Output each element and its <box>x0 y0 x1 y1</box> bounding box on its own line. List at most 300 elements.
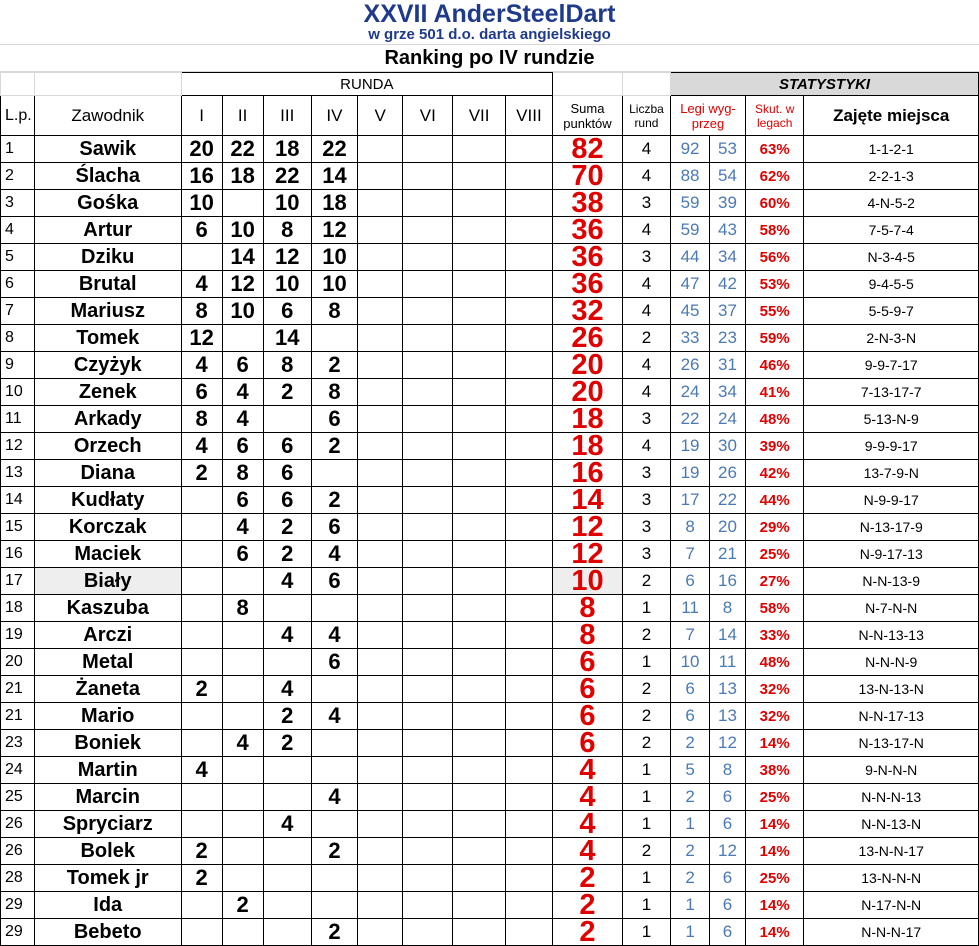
round-points <box>505 379 552 406</box>
round-points <box>505 190 552 217</box>
lp: 26 <box>1 811 35 838</box>
round-points <box>403 433 453 460</box>
table-row <box>1 190 979 217</box>
round-points <box>453 757 505 784</box>
round-points <box>403 163 453 190</box>
places: N-17-N-N <box>804 892 979 919</box>
header-empty-cell <box>553 73 623 96</box>
round-points: 2 <box>263 541 311 568</box>
lp: 24 <box>1 757 35 784</box>
round-points <box>403 487 453 514</box>
lp: 12 <box>1 433 35 460</box>
legs-lost: 13 <box>710 676 746 703</box>
legs-lost: 6 <box>710 784 746 811</box>
rounds-count: 3 <box>622 190 670 217</box>
sum-points: 6 <box>553 730 623 757</box>
sum-points: 32 <box>553 298 623 325</box>
round-points <box>505 406 552 433</box>
legs-lost: 43 <box>710 217 746 244</box>
lp: 26 <box>1 838 35 865</box>
legs-lost: 53 <box>710 136 746 163</box>
table-row <box>1 271 979 298</box>
round-points <box>453 541 505 568</box>
rounds-count: 1 <box>622 595 670 622</box>
round-points <box>222 811 263 838</box>
round-points <box>181 244 222 271</box>
round-points <box>263 784 311 811</box>
legs-lost: 39 <box>710 190 746 217</box>
player-name: Orzech <box>34 433 181 460</box>
rounds-count: 3 <box>622 541 670 568</box>
round-points: 10 <box>311 244 357 271</box>
round-points <box>311 595 357 622</box>
round-points <box>453 325 505 352</box>
round-points <box>403 406 453 433</box>
round-points <box>505 271 552 298</box>
round-points: 6 <box>263 433 311 460</box>
round-points <box>311 325 357 352</box>
round-points <box>222 622 263 649</box>
round-points: 4 <box>222 406 263 433</box>
round-points: 14 <box>311 163 357 190</box>
places: N-N-17-13 <box>804 703 979 730</box>
round-points <box>505 298 552 325</box>
legs-won: 2 <box>671 730 710 757</box>
legs-lost: 6 <box>710 865 746 892</box>
round-points <box>505 703 552 730</box>
round-points <box>453 892 505 919</box>
effectiveness: 32% <box>745 676 803 703</box>
legs-lost: 6 <box>710 892 746 919</box>
round-points <box>453 460 505 487</box>
table-row <box>1 622 979 649</box>
round-points <box>358 514 403 541</box>
sum-points: 4 <box>553 757 623 784</box>
round-points <box>263 892 311 919</box>
round-points <box>358 271 403 298</box>
sum-points: 12 <box>553 541 623 568</box>
round-points <box>222 568 263 595</box>
legs-lost: 14 <box>710 622 746 649</box>
round-points <box>358 811 403 838</box>
round-points: 6 <box>263 298 311 325</box>
player-name: Bolek <box>34 838 181 865</box>
legs-lost: 12 <box>710 730 746 757</box>
legs-lost: 8 <box>710 757 746 784</box>
legs-won: 11 <box>671 595 710 622</box>
round-points: 6 <box>263 487 311 514</box>
round-points: 16 <box>181 163 222 190</box>
round-points <box>358 406 403 433</box>
effectiveness: 14% <box>745 811 803 838</box>
round-points <box>505 244 552 271</box>
player-name: Metal <box>34 649 181 676</box>
player-name: Marcin <box>34 784 181 811</box>
round-points: 18 <box>311 190 357 217</box>
rounds-count: 1 <box>622 919 670 946</box>
round-points <box>222 325 263 352</box>
round-points <box>453 352 505 379</box>
round-points: 22 <box>263 163 311 190</box>
table-row <box>1 838 979 865</box>
sum-points: 4 <box>553 784 623 811</box>
lp: 23 <box>1 730 35 757</box>
round-points: 2 <box>311 838 357 865</box>
rounds-count: 2 <box>622 622 670 649</box>
round-points <box>403 271 453 298</box>
sum-points: 38 <box>553 190 623 217</box>
table-row <box>1 217 979 244</box>
sum-points: 26 <box>553 325 623 352</box>
places: 5-13-N-9 <box>804 406 979 433</box>
legs-won: 6 <box>671 676 710 703</box>
lp: 13 <box>1 460 35 487</box>
round-points <box>453 568 505 595</box>
round-points <box>505 433 552 460</box>
header-row-columns <box>1 96 979 136</box>
table-row <box>1 163 979 190</box>
legs-lost: 13 <box>710 703 746 730</box>
player-name: Diana <box>34 460 181 487</box>
legs-lost: 26 <box>710 460 746 487</box>
rounds-count: 3 <box>622 460 670 487</box>
round-points: 10 <box>222 298 263 325</box>
header-empty-cell <box>34 73 181 96</box>
places: 9-9-7-17 <box>804 352 979 379</box>
round-header: VI <box>403 96 453 136</box>
legs-won: 26 <box>671 352 710 379</box>
round-points <box>181 919 222 946</box>
places: N-9-9-17 <box>804 487 979 514</box>
round-points <box>311 460 357 487</box>
legs-lost: 42 <box>710 271 746 298</box>
rounds-count: 1 <box>622 784 670 811</box>
places: N-N-N-13 <box>804 784 979 811</box>
round-points: 6 <box>311 514 357 541</box>
round-points <box>358 217 403 244</box>
round-points <box>453 136 505 163</box>
header-empty-cell <box>622 73 670 96</box>
table-row <box>1 433 979 460</box>
lp: 7 <box>1 298 35 325</box>
round-points <box>505 811 552 838</box>
lp: 29 <box>1 919 35 946</box>
round-points: 6 <box>222 541 263 568</box>
legs-won: 17 <box>671 487 710 514</box>
lp-header: L.p. <box>1 96 35 136</box>
effectiveness: 25% <box>745 541 803 568</box>
round-points: 4 <box>311 541 357 568</box>
table-row <box>1 136 979 163</box>
table-row <box>1 919 979 946</box>
legs-won: 1 <box>671 811 710 838</box>
round-points <box>222 649 263 676</box>
round-points <box>181 730 222 757</box>
round-points: 4 <box>181 271 222 298</box>
lp: 8 <box>1 325 35 352</box>
round-points: 22 <box>222 136 263 163</box>
round-points: 2 <box>311 919 357 946</box>
legs-header: Legi wyg-przeg <box>671 96 746 136</box>
page-title: XXVII AnderSteelDart <box>363 0 616 28</box>
round-points: 4 <box>263 676 311 703</box>
round-points <box>263 757 311 784</box>
round-points: 8 <box>263 217 311 244</box>
round-points <box>403 379 453 406</box>
table-row <box>1 811 979 838</box>
round-points <box>403 703 453 730</box>
round-points <box>505 460 552 487</box>
rounds-count: 2 <box>622 703 670 730</box>
legs-won: 6 <box>671 568 710 595</box>
legs-lost: 22 <box>710 487 746 514</box>
sum-points: 18 <box>553 433 623 460</box>
grid-line <box>0 44 979 45</box>
round-points: 12 <box>222 271 263 298</box>
round-points: 12 <box>311 217 357 244</box>
round-points <box>505 217 552 244</box>
lp: 2 <box>1 163 35 190</box>
legs-won: 2 <box>671 865 710 892</box>
lp: 17 <box>1 568 35 595</box>
round-points <box>181 649 222 676</box>
round-points <box>358 676 403 703</box>
round-points <box>358 163 403 190</box>
round-points <box>358 379 403 406</box>
sum-points: 36 <box>553 217 623 244</box>
player-name: Dziku <box>34 244 181 271</box>
round-points <box>222 676 263 703</box>
legs-won: 19 <box>671 460 710 487</box>
effectiveness-header: Skut. w legach <box>745 96 803 136</box>
round-points <box>505 757 552 784</box>
sum-points: 4 <box>553 838 623 865</box>
round-points: 18 <box>263 136 311 163</box>
player-name: Martin <box>34 757 181 784</box>
rounds-count: 4 <box>622 271 670 298</box>
round-points: 2 <box>311 487 357 514</box>
round-points: 4 <box>263 622 311 649</box>
legs-lost: 8 <box>710 595 746 622</box>
round-points <box>358 919 403 946</box>
places: N-N-13-9 <box>804 568 979 595</box>
table-row <box>1 514 979 541</box>
player-name: Biały <box>34 568 181 595</box>
round-points <box>453 433 505 460</box>
round-points <box>403 595 453 622</box>
round-points: 2 <box>263 514 311 541</box>
places: 9-4-5-5 <box>804 271 979 298</box>
table-row <box>1 649 979 676</box>
round-points <box>403 649 453 676</box>
round-points: 8 <box>222 595 263 622</box>
round-points <box>311 676 357 703</box>
rounds-count: 1 <box>622 757 670 784</box>
round-points: 6 <box>222 433 263 460</box>
round-points <box>358 352 403 379</box>
places: 9-9-9-17 <box>804 433 979 460</box>
round-points <box>403 217 453 244</box>
round-points <box>358 460 403 487</box>
effectiveness: 60% <box>745 190 803 217</box>
round-points <box>181 568 222 595</box>
round-points <box>358 433 403 460</box>
round-points: 10 <box>181 190 222 217</box>
player-name: Artur <box>34 217 181 244</box>
round-points: 4 <box>263 811 311 838</box>
round-points <box>505 892 552 919</box>
round-points <box>453 217 505 244</box>
round-points <box>453 379 505 406</box>
effectiveness: 29% <box>745 514 803 541</box>
round-points <box>403 568 453 595</box>
rounds-count-header: Liczba rund <box>622 96 670 136</box>
round-points: 8 <box>263 352 311 379</box>
legs-won: 88 <box>671 163 710 190</box>
round-points: 10 <box>263 190 311 217</box>
round-points <box>403 757 453 784</box>
rounds-count: 2 <box>622 676 670 703</box>
legs-lost: 34 <box>710 379 746 406</box>
round-points: 8 <box>181 298 222 325</box>
player-name: Mariusz <box>34 298 181 325</box>
runda-group-header: RUNDA <box>181 73 552 96</box>
round-points: 2 <box>222 892 263 919</box>
round-points: 12 <box>181 325 222 352</box>
round-points: 6 <box>222 487 263 514</box>
rounds-count: 3 <box>622 514 670 541</box>
player-name: Mario <box>34 703 181 730</box>
legs-lost: 31 <box>710 352 746 379</box>
round-points: 10 <box>222 217 263 244</box>
sum-points: 6 <box>553 649 623 676</box>
round-points <box>453 811 505 838</box>
round-points <box>453 595 505 622</box>
round-points <box>453 919 505 946</box>
sum-points: 12 <box>553 514 623 541</box>
player-name: Arczi <box>34 622 181 649</box>
places: 13-N-13-N <box>804 676 979 703</box>
player-name: Brutal <box>34 271 181 298</box>
round-points <box>311 892 357 919</box>
round-points: 6 <box>263 460 311 487</box>
effectiveness: 55% <box>745 298 803 325</box>
round-points: 14 <box>263 325 311 352</box>
places: 4-N-5-2 <box>804 190 979 217</box>
round-points <box>311 865 357 892</box>
round-points <box>505 568 552 595</box>
round-points: 2 <box>311 433 357 460</box>
round-points <box>453 703 505 730</box>
round-points <box>505 352 552 379</box>
round-header: V <box>358 96 403 136</box>
round-points <box>181 514 222 541</box>
sum-points: 14 <box>553 487 623 514</box>
table-row <box>1 595 979 622</box>
lp: 21 <box>1 676 35 703</box>
legs-won: 2 <box>671 838 710 865</box>
round-points <box>453 865 505 892</box>
rounds-count: 3 <box>622 406 670 433</box>
round-points: 6 <box>181 217 222 244</box>
legs-won: 7 <box>671 622 710 649</box>
round-points <box>222 190 263 217</box>
table-row <box>1 298 979 325</box>
rounds-count: 4 <box>622 379 670 406</box>
table-row <box>1 325 979 352</box>
legs-lost: 6 <box>710 811 746 838</box>
round-points <box>358 757 403 784</box>
round-points <box>181 622 222 649</box>
effectiveness: 42% <box>745 460 803 487</box>
round-points <box>263 595 311 622</box>
ranking-title: Ranking po IV rundzie <box>384 47 595 69</box>
sum-points: 36 <box>553 271 623 298</box>
round-points <box>358 838 403 865</box>
round-points <box>403 541 453 568</box>
table-row <box>1 757 979 784</box>
places: N-3-4-5 <box>804 244 979 271</box>
round-points: 18 <box>222 163 263 190</box>
places: 13-N-N-N <box>804 865 979 892</box>
effectiveness: 63% <box>745 136 803 163</box>
player-name: Zenek <box>34 379 181 406</box>
round-points <box>358 649 403 676</box>
lp: 29 <box>1 892 35 919</box>
round-header: VIII <box>505 96 552 136</box>
legs-won: 59 <box>671 217 710 244</box>
effectiveness: 39% <box>745 433 803 460</box>
table-row <box>1 460 979 487</box>
round-points <box>358 595 403 622</box>
round-points <box>453 838 505 865</box>
round-points <box>505 136 552 163</box>
round-points <box>358 703 403 730</box>
round-points <box>222 757 263 784</box>
sum-points: 70 <box>553 163 623 190</box>
sum-points: 8 <box>553 595 623 622</box>
places: 7-13-17-7 <box>804 379 979 406</box>
round-points <box>453 676 505 703</box>
round-points <box>222 919 263 946</box>
round-header: III <box>263 96 311 136</box>
round-points: 6 <box>311 406 357 433</box>
round-points: 4 <box>181 352 222 379</box>
round-points <box>358 568 403 595</box>
round-points <box>403 730 453 757</box>
round-points <box>311 730 357 757</box>
effectiveness: 58% <box>745 595 803 622</box>
effectiveness: 41% <box>745 379 803 406</box>
lp: 3 <box>1 190 35 217</box>
player-name: Sawik <box>34 136 181 163</box>
round-points <box>358 298 403 325</box>
effectiveness: 27% <box>745 568 803 595</box>
sum-points: 2 <box>553 892 623 919</box>
round-header: I <box>181 96 222 136</box>
round-points <box>453 244 505 271</box>
table-row <box>1 379 979 406</box>
round-points <box>222 784 263 811</box>
round-points: 6 <box>311 568 357 595</box>
player-header: Zawodnik <box>34 96 181 136</box>
lp: 25 <box>1 784 35 811</box>
round-points: 8 <box>181 406 222 433</box>
round-points <box>263 865 311 892</box>
rounds-count: 4 <box>622 136 670 163</box>
effectiveness: 56% <box>745 244 803 271</box>
round-points: 4 <box>222 730 263 757</box>
